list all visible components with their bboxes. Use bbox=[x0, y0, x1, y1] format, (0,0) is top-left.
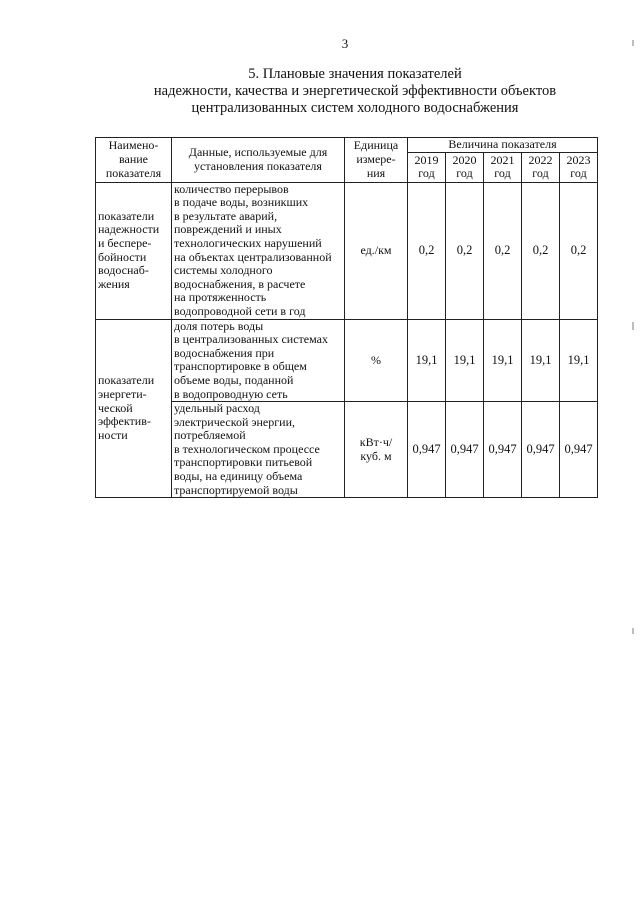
value-cell-2022: 0,2 bbox=[522, 182, 560, 319]
name-line: энергети- bbox=[98, 387, 147, 401]
year-suffix: год bbox=[494, 166, 511, 181]
name-line: водоснаб- bbox=[98, 263, 149, 278]
value-cell-2020: 19,1 bbox=[446, 319, 484, 402]
name-line: показатели bbox=[98, 373, 155, 388]
title-line: 5. Плановые значения показателей bbox=[248, 66, 462, 82]
name-line: бойности bbox=[98, 249, 147, 264]
data-line: водопроводной сети в год bbox=[174, 303, 306, 318]
year-label: 2023 bbox=[566, 152, 591, 167]
value-cell-2021: 19,1 bbox=[484, 319, 522, 402]
name-line: ности bbox=[98, 427, 128, 442]
name-line: и беспере- bbox=[98, 235, 152, 250]
data-line: транспортировки питьевой bbox=[174, 455, 313, 470]
data-description-cell bbox=[172, 402, 345, 498]
header-data-cell bbox=[172, 138, 345, 183]
value-cell-2019: 0,2 bbox=[408, 182, 446, 319]
unit-cell bbox=[345, 319, 408, 402]
header-name-cell bbox=[96, 138, 172, 183]
data-line: на протяженность bbox=[174, 290, 267, 305]
header-line: вание bbox=[118, 152, 148, 166]
data-line: удельный расход bbox=[174, 401, 260, 416]
header-unit-cell bbox=[345, 138, 408, 183]
value-cell-2019: 19,1 bbox=[408, 319, 446, 402]
unit-line: кВт·ч/ bbox=[359, 435, 393, 450]
scan-mark bbox=[632, 628, 634, 634]
name-line: показатели bbox=[98, 208, 155, 223]
data-line: водоснабжения при bbox=[174, 345, 275, 360]
data-line: в подаче воды, возникших bbox=[174, 195, 309, 210]
header-line: установления показателя bbox=[194, 158, 322, 173]
scan-mark bbox=[632, 322, 634, 330]
indicators-table bbox=[95, 137, 598, 498]
data-line: системы холодного bbox=[174, 263, 273, 278]
header-value-group: Величина показателя bbox=[408, 138, 598, 153]
data-line: водоснабжения, в расчете bbox=[174, 276, 306, 291]
value-cell-2023: 0,2 bbox=[560, 182, 598, 319]
value-cell-2023: 0,947 bbox=[560, 402, 598, 498]
value-cell-2019: 0,947 bbox=[408, 402, 446, 498]
unit-line: куб. м bbox=[360, 448, 392, 463]
indicator-name-cell bbox=[96, 182, 172, 319]
data-line: транспортировке в общем bbox=[174, 359, 307, 374]
year-suffix: год bbox=[532, 166, 549, 181]
year-label: 2021 bbox=[490, 152, 515, 167]
header-line: показателя bbox=[105, 165, 162, 180]
title-line: централизованных систем холодного водоснабжения bbox=[191, 100, 519, 116]
data-line: транспортируемой воды bbox=[174, 482, 298, 497]
unit-cell bbox=[345, 402, 408, 498]
indicator-name-cell bbox=[96, 319, 172, 498]
year-suffix: год bbox=[570, 166, 587, 181]
name-line: надежности bbox=[98, 222, 160, 237]
header-year-2021 bbox=[484, 152, 522, 182]
name-line: жения bbox=[98, 276, 130, 291]
value-cell-2021: 0,947 bbox=[484, 402, 522, 498]
data-line: объеме воды, поданной bbox=[174, 372, 294, 387]
data-line: технологических нарушений bbox=[174, 235, 322, 250]
year-label: 2019 bbox=[414, 152, 439, 167]
header-line: Наимено- bbox=[108, 138, 159, 153]
value-cell-2020: 0,2 bbox=[446, 182, 484, 319]
data-line: потребляемой bbox=[174, 428, 246, 443]
value-cell-2021: 0,2 bbox=[484, 182, 522, 319]
data-line: электрической энергии, bbox=[174, 414, 296, 429]
section-title bbox=[90, 66, 620, 117]
table-row bbox=[96, 319, 598, 402]
header-line: ния bbox=[366, 165, 386, 180]
year-label: 2022 bbox=[528, 152, 553, 167]
data-description-cell bbox=[172, 182, 345, 319]
table-row bbox=[96, 182, 598, 319]
title-line: надежности, качества и энергетической эффективности объектов bbox=[153, 83, 557, 99]
header-year-2019 bbox=[408, 152, 446, 182]
data-line: на объектах централизованной bbox=[174, 249, 332, 264]
data-line: в централизованных системах bbox=[174, 332, 328, 347]
header-year-2020 bbox=[446, 152, 484, 182]
data-line: доля потерь воды bbox=[174, 318, 264, 333]
year-suffix: год bbox=[418, 166, 435, 181]
year-suffix: год bbox=[456, 166, 473, 181]
value-cell-2020: 0,947 bbox=[446, 402, 484, 498]
header-year-2023 bbox=[560, 152, 598, 182]
unit-line: % bbox=[371, 352, 381, 367]
data-line: количество перерывов bbox=[174, 181, 289, 196]
header-line: Данные, используемые для bbox=[188, 145, 328, 160]
name-line: эффектив- bbox=[98, 414, 151, 429]
data-line: в результате аварий, bbox=[174, 208, 278, 223]
header-line: измере- bbox=[356, 152, 396, 166]
header-year-2022 bbox=[522, 152, 560, 182]
page-number: 3 bbox=[341, 36, 349, 51]
scan-mark bbox=[632, 40, 634, 46]
year-label: 2020 bbox=[452, 152, 477, 167]
value-cell-2022: 19,1 bbox=[522, 319, 560, 402]
data-line: повреждений и иных bbox=[174, 222, 282, 237]
unit-cell bbox=[345, 182, 408, 319]
value-cell-2022: 0,947 bbox=[522, 402, 560, 498]
header-line: Единица bbox=[353, 138, 399, 153]
data-line: воды, на единицу объема bbox=[174, 469, 303, 484]
data-line: в технологическом процессе bbox=[174, 441, 320, 456]
data-description-cell bbox=[172, 319, 345, 402]
data-line: в водопроводную сеть bbox=[174, 386, 288, 401]
table-row bbox=[96, 402, 598, 498]
name-line: ческой bbox=[98, 400, 133, 415]
value-cell-2023: 19,1 bbox=[560, 319, 598, 402]
unit-line: ед./км bbox=[360, 242, 392, 257]
